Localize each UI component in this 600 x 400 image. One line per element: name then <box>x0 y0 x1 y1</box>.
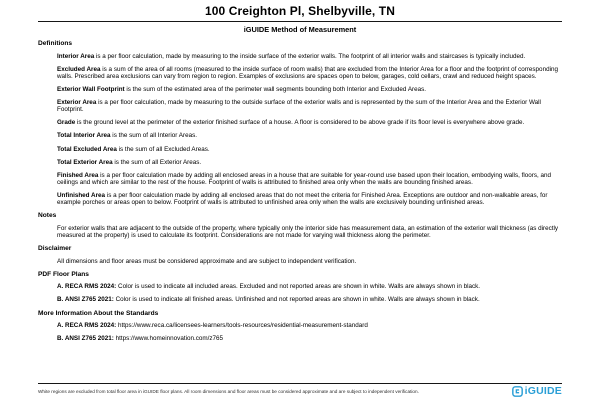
definition-exterior-area <box>57 99 562 113</box>
definition-term: Excluded Area <box>57 65 101 73</box>
definition-total-exterior-area <box>57 159 562 166</box>
definition-grade <box>57 119 562 126</box>
page-footer <box>38 383 562 398</box>
section-heading-notes: Notes <box>38 212 57 220</box>
iguide-logo-text: iGUIDE <box>524 385 562 397</box>
definition-total-excluded-area <box>57 146 562 153</box>
notes-paragraph <box>57 225 562 239</box>
definition-text: is a per floor calculation made by adding all enclosed areas that do not meet the criteria for Finished Area. Exceptions are outdoor and non-walkable areas, for example porches or areas open to below. Footprint of walls is attributed to unfinished area only when the walls are exclusively bounding unfinished areas. <box>57 192 548 207</box>
definition-text: is the sum of all Excluded Areas. <box>116 145 210 153</box>
definition-exterior-wall-footprint <box>57 86 562 93</box>
definition-term: Exterior Wall Footprint <box>57 85 125 93</box>
definition-finished-area <box>57 172 562 186</box>
standard-link-item-reca <box>57 322 562 329</box>
title-divider <box>38 21 562 22</box>
definition-term: Interior Area <box>57 52 95 60</box>
definition-text: is the sum of all Interior Areas. <box>110 132 197 140</box>
iguide-logo-icon <box>512 386 523 397</box>
definition-text: is a per floor calculation, made by measuring to the outside surface of the exterior walls and is represented by the sum of the Interior Area and the Exterior Wall Footprint. <box>57 99 541 114</box>
section-heading-disclaimer: Disclaimer <box>38 245 72 253</box>
standard-link-ansi[interactable]: https://www.homeinnovation.com/z765 <box>113 335 224 343</box>
definition-term: Total Excluded Area <box>57 145 117 153</box>
definition-term: Unfinished Area <box>57 192 106 200</box>
footer-disclaimer-text: White regions are excluded from total floor area in iGUIDE floor plans. All room dimensions and floor areas must be considered approximate and are subject to independent verification. <box>38 389 419 394</box>
definition-interior-area <box>57 53 562 60</box>
section-pdf-floor-plans <box>38 271 562 304</box>
standard-name: B. ANSI Z765 2021: <box>57 335 114 343</box>
page-title: 100 Creighton Pl, Shelbyville, TN <box>204 4 395 18</box>
definition-text: is the sum of all Exterior Areas. <box>112 158 202 166</box>
section-heading-definitions: Definitions <box>38 40 73 47</box>
document-subtitle: iGUIDE Method of Measurement <box>243 25 357 34</box>
disclaimer-paragraph <box>57 258 562 265</box>
definition-term: Grade <box>57 119 76 127</box>
definition-text: is the ground level at the perimeter of the exterior finished surface of a house. A floor is considered to be above grade if its floor level is everywhere above grade. <box>75 119 525 127</box>
notes-text: For exterior walls that are adjacent to the outside of the property, where typically only the interior side has measurement data, an estimation of the exterior wall thickness (as directly measured at the property) is used to calculate its footprint. Considerations are not made for varying wall thickness along the perimeter. <box>57 224 559 239</box>
definition-term: Exterior Area <box>57 99 97 107</box>
standard-description: Color is used to indicate all included areas. Excluded and not reported areas are shown in white. Walls are always shown in black. <box>116 283 481 291</box>
standard-name: A. RECA RMS 2024: <box>57 283 117 291</box>
standard-link-item-ansi <box>57 335 562 342</box>
disclaimer-text: All dimensions and floor areas must be considered approximate and are subject to independent verification. <box>57 257 357 265</box>
definition-term: Total Interior Area <box>57 132 111 140</box>
section-disclaimer <box>38 245 562 265</box>
definition-text: is a sum of the area of all rooms (measured to the inside surface of room walls) that are excluded from the Interior Area for a floor and the footprint of corresponding walls. Prescribed area exclusions can vary from region to region. Examples of exclusions are spaces open to below, garages, cold cellars, crawl and reduced height spaces. <box>57 65 558 80</box>
definition-term: Finished Area <box>57 172 99 179</box>
section-notes <box>38 212 562 239</box>
section-definitions <box>38 40 562 206</box>
section-heading-more-information: More Information About the Standards <box>38 309 159 317</box>
definition-term: Total Exterior Area <box>57 158 113 166</box>
pdf-plan-item-ansi <box>57 296 562 303</box>
standard-name: B. ANSI Z765 2021: <box>57 296 114 304</box>
definition-text: is a per floor calculation, made by measuring to the inside surface of the exterior walls. The footprint of all interior walls and staircases is typically included. <box>94 52 526 60</box>
definition-text: is a per floor calculation made by adding all enclosed areas in a house that are suitable for year-round use based upon their location, embodying walls, floors, and ceilings and which are similar to the rest of the house. Footprint of walls is attributed to finished area only when the walls are bounding finished areas. <box>57 172 552 186</box>
standard-link-reca[interactable]: https://www.reca.ca/licensees-learners/tools-resources/residential-measurement-standard <box>116 322 368 330</box>
section-heading-pdf-floor-plans: PDF Floor Plans <box>38 270 89 278</box>
definition-text: is the sum of the estimated area of the perimeter wall segments bounding both Interior and Excluded Areas. <box>124 85 427 93</box>
standard-description: Color is used to indicate all finished areas. Unfinished and not reported areas are shown in white. Walls are always shown in black. <box>113 296 480 304</box>
iguide-logo[interactable] <box>512 386 562 397</box>
standard-name: A. RECA RMS 2024: <box>57 322 117 330</box>
section-more-information <box>38 310 562 343</box>
definition-unfinished-area <box>57 192 562 206</box>
definition-total-interior-area <box>57 132 562 139</box>
definition-excluded-area <box>57 66 562 80</box>
pdf-plan-item-reca <box>57 283 562 290</box>
